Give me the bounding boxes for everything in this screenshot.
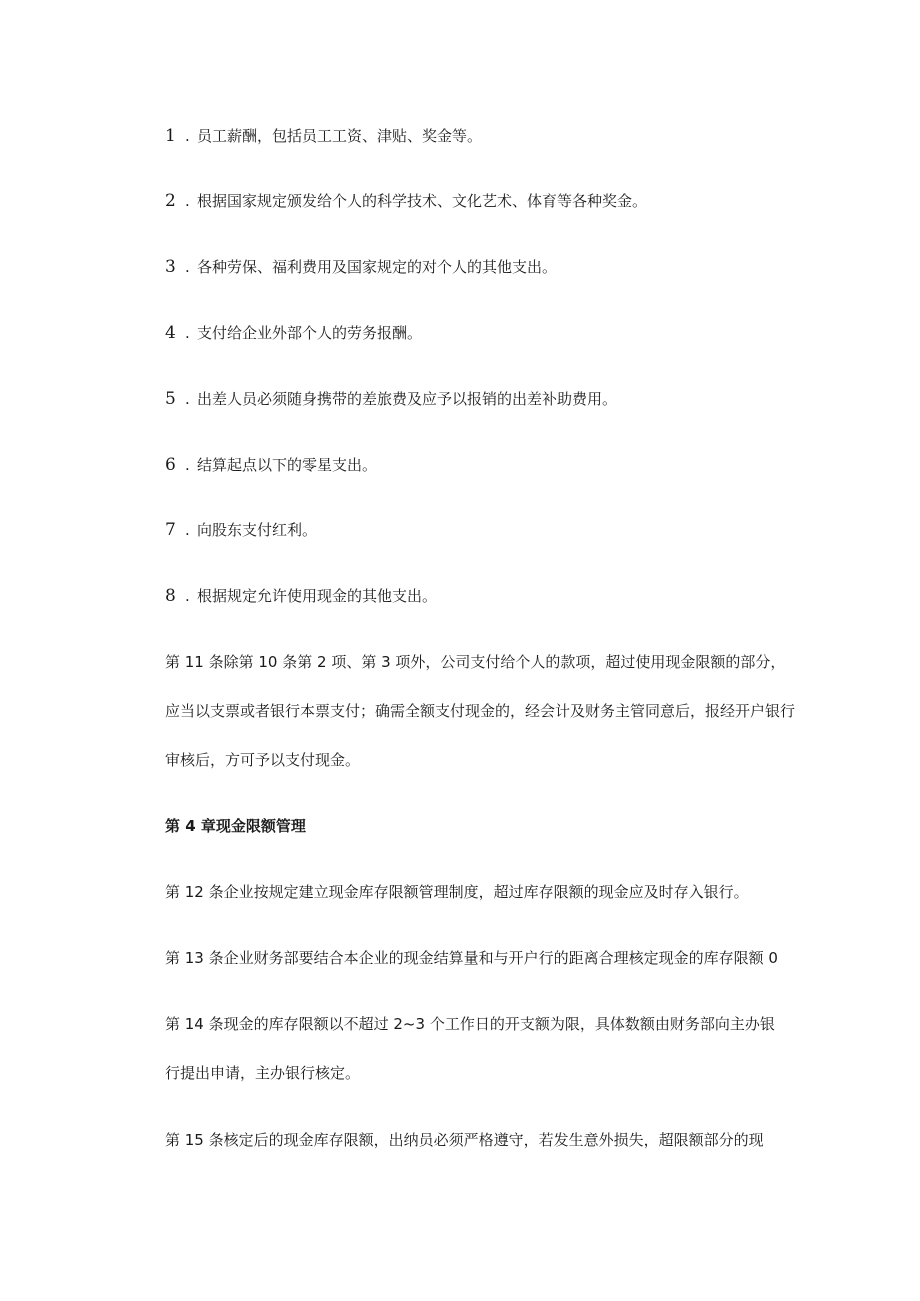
list-item-text: 向股东支付红利。 [197, 521, 318, 539]
list-item-number: 8 [165, 586, 176, 606]
list-item-text: 根据国家规定颁发给个人的科学技术、文化艺术、体育等各种奖金。 [197, 192, 648, 210]
article-11-line-1: 第 11 条除第 10 条第 2 项、第 3 项外，公司支付给个人的款项，超过使用现金限额的部分， [165, 653, 786, 671]
list-item-separator: . [185, 456, 190, 474]
list-item-separator: . [185, 390, 190, 408]
list-item-text: 出差人员必须随身携带的差旅费及应予以报销的出差补助费用。 [197, 390, 618, 408]
article-11-line-2: 应当以支票或者银行本票支付；确需全额支付现金的，经会计及财务主管同意后，报经开户银行 [165, 702, 796, 720]
list-item-separator: . [185, 192, 190, 210]
list-item-text: 支付给企业外部个人的劳务报酬。 [197, 324, 423, 342]
list-item-text: 各种劳保、福利费用及国家规定的对个人的其他支出。 [197, 258, 558, 276]
list-item [165, 586, 437, 606]
list-item-text: 根据规定允许使用现金的其他支出。 [197, 587, 438, 605]
list-item-separator: . [185, 258, 190, 276]
list-item-number: 7 [165, 520, 176, 540]
list-item [165, 191, 647, 211]
list-item-number: 6 [165, 455, 176, 475]
list-item [165, 257, 557, 277]
list-item-text: 结算起点以下的零星支出。 [197, 456, 378, 474]
list-item-number: 5 [165, 389, 176, 409]
article-14-line-1: 第 14 条现金的库存限额以不超过 2~3 个工作日的开支额为限，具体数额由财务部向主办银 [165, 1015, 775, 1033]
list-item-number: 4 [165, 323, 176, 343]
article-14-line-2: 行提出申请，主办银行核定。 [165, 1064, 361, 1082]
article-11-line-3: 审核后，方可予以支付现金。 [165, 751, 361, 769]
list-item-number: 3 [165, 257, 176, 277]
list-item-number: 2 [165, 191, 176, 211]
article-13: 第 13 条企业财务部要结合本企业的现金结算量和与开户行的距离合理核定现金的库存限额 0 [165, 949, 778, 967]
list-item [165, 455, 377, 475]
list-item-separator: . [185, 324, 190, 342]
article-12: 第 12 条企业按规定建立现金库存限额管理制度，超过库存限额的现金应及时存入银行。 [165, 883, 749, 901]
list-item [165, 389, 617, 409]
list-item-separator: . [185, 521, 190, 539]
list-item [165, 520, 317, 540]
list-item-number: 1 [165, 126, 176, 146]
list-item [165, 126, 482, 146]
list-item [165, 323, 422, 343]
article-15-line-1: 第 15 条核定后的现金库存限额，出纳员必须严格遵守，若发生意外损失，超限额部分的现 [165, 1131, 764, 1149]
chapter-heading: 第 4 章现金限额管理 [165, 817, 306, 835]
list-item-separator: . [185, 127, 190, 145]
list-item-text: 员工薪酬，包括员工工资、津贴、奖金等。 [197, 127, 483, 145]
list-item-separator: . [185, 587, 190, 605]
